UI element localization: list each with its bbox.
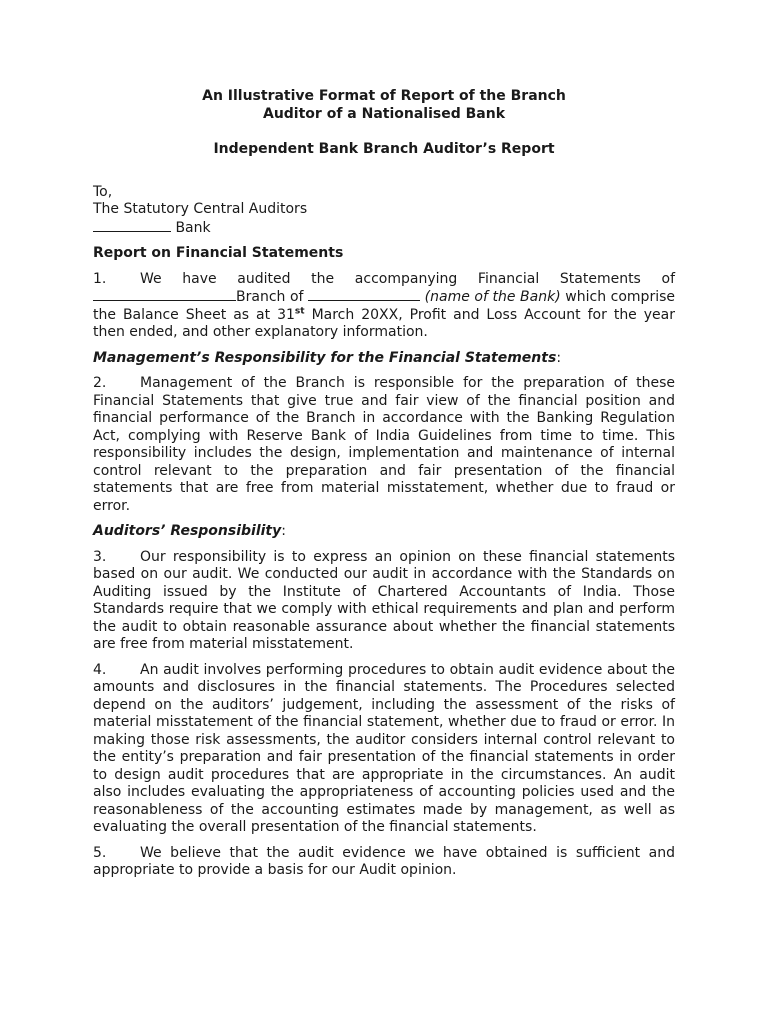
paragraph-5-text: We believe that the audit evidence we have obtained is sufficient and appropriate to provide a basis for our Audit opinion. (93, 844, 675, 878)
paragraph-1 (93, 271, 675, 342)
heading-colon: : (556, 349, 562, 366)
paragraph-3 (93, 549, 675, 654)
bank-name-blank (93, 219, 171, 232)
address-bank-suffix: Bank (175, 219, 211, 236)
branch-name-blank (93, 288, 236, 301)
management-heading (93, 350, 675, 368)
paragraph-4-text: An audit involves performing procedures to obtain audit evidence about the amounts and disclosures in the financial statements. The Procedures selected depend on the auditors’ judgement, including the assessment of the risks of material misstatement of the financial statement, whether due to fraud or error. In making those risk assessments, the auditor considers internal control relevant to the entity’s preparation and fair presentation of the financial statements in order to design audit procedures that are appropriate in the circumstances. An audit also includes evaluating the appropriateness of accounting policies used and the reasonableness of the accounting estimates made by management, as well as evaluating the overall presentation of the financial statements. (93, 661, 675, 835)
title-line-2: Auditor of a Nationalised Bank (262, 105, 506, 122)
paragraph-number: 1. (93, 270, 107, 287)
report-subtitle: Independent Bank Branch Auditor’s Report (213, 141, 555, 157)
paragraph-number: 5. (93, 844, 107, 861)
superscript-st: st (294, 305, 305, 316)
bank-name-blank-2 (308, 288, 420, 301)
address-block (93, 184, 675, 238)
report-heading: Report on Financial Statements (93, 245, 344, 261)
paragraph-1-text-c: (name of the Bank) (424, 289, 561, 305)
paragraph-number: 3. (93, 548, 107, 565)
paragraph-1-text-d: which comprise the Balance Sheet as at 31 (93, 289, 675, 323)
address-bank-line (93, 219, 675, 238)
paragraph-4 (93, 662, 675, 837)
paragraph-2-text: Management of the Branch is responsible for the preparation of these Financial Statements that give true and fair view of the financial position and financial performance of the Branch in accordance with the Banking Regulation Act, complying with Reserve Bank of India Guidelines from time to time. This responsibility includes the design, implementation and maintenance of internal control relevant to the preparation and fair presentation of the financial statements that are free from material misstatement, whether due to fraud or error. (93, 375, 675, 514)
auditors-heading (93, 523, 675, 541)
management-heading-text: Management’s Responsibility for the Financial Statements (93, 349, 557, 366)
paragraph-number: 4. (93, 661, 107, 678)
paragraph-2 (93, 375, 675, 515)
address-recipient: The Statutory Central Auditors (93, 201, 308, 217)
paragraph-number: 2. (93, 375, 107, 391)
title-line-1: An Illustrative Format of Report of the Branch (202, 88, 566, 104)
address-to: To, (93, 183, 113, 200)
document-title (93, 88, 675, 123)
document-page (93, 88, 675, 880)
paragraph-1-text-b: Branch of (236, 289, 304, 305)
paragraph-1-text-e: March 20XX, Profit and Loss Account for the year then ended, and other explanatory information. (93, 306, 676, 340)
auditors-heading-text: Auditors’ Responsibility (93, 523, 282, 539)
heading-colon: : (281, 523, 286, 539)
paragraph-5 (93, 845, 675, 880)
paragraph-1-text-a: We have audited the accompanying Financial Statements of (140, 270, 675, 287)
paragraph-3-text: Our responsibility is to express an opinion on these financial statements based on our audit. We conducted our audit in accordance with the Standards on Auditing issued by the Institute of Chartered Accountants of India. Those Standards require that we comply with ethical requirements and plan and perform the audit to obtain reasonable assurance about whether the financial statements are free from material misstatement. (93, 548, 675, 652)
